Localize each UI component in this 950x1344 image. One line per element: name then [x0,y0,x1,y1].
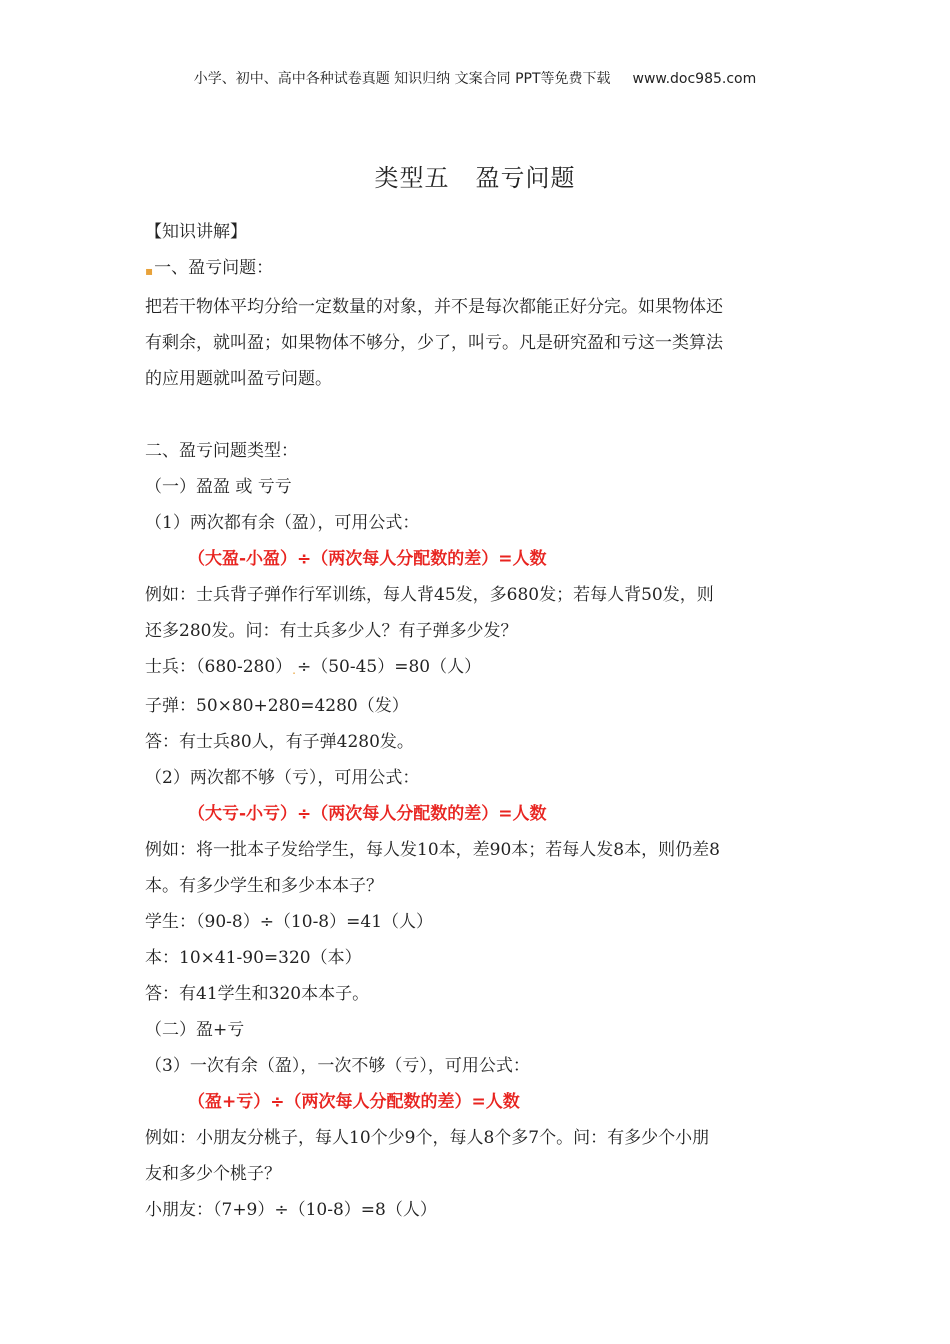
case2-example-line2: 本。有多少学生和多少本本子？ [145,876,383,896]
case1-label: （1）两次都有余（盈），可用公式： [145,513,420,533]
case2-formula: （大亏-小亏）÷（两次每人分配数的差）=人数 [188,804,547,824]
case2-label: （2）两次都不够（亏），可用公式： [145,768,420,788]
case1-example-line2: 还多280发。问：有士兵多少人？有子弹多少发？ [145,621,518,641]
bullet-dot-icon: ▪ [145,264,154,278]
case1-formula: （大盈-小盈）÷（两次每人分配数的差）=人数 [188,549,547,569]
title-part2: 盈亏问题 [475,164,576,192]
case2-answer: 答：有41学生和320本本子。 [145,984,370,1004]
subsection2-heading: （二）盈+亏 [145,1020,245,1040]
header-text: 小学、初中、高中各种试卷真题 知识归纳 文案合同 PPT等免费下载 [193,71,611,87]
case1-calc1: 士兵：（680-280）.÷（50-45）=80（人） [145,657,482,677]
section-label: 【知识讲解】 [145,222,247,242]
bullet-dot-icon: . [292,663,296,677]
case3-formula: （盈+亏）÷（两次每人分配数的差）=人数 [188,1092,520,1112]
case2-calc2: 本：10×41-90=320（本） [145,948,362,968]
section1-para-line3: 的应用题就叫盈亏问题。 [145,369,332,389]
case1-example-line1: 例如：士兵背子弹作行军训练，每人背45发，多680发；若每人背50发，则 [145,585,714,605]
case2-example-line1: 例如：将一批本子发给学生，每人发10本，差90本；若每人发8本，则仍差8 [145,840,720,860]
document-body [145,214,807,1228]
section1-para-line2: 有剩余，就叫盈；如果物体不够分，少了，叫亏。凡是研究盈和亏这一类算法 [145,333,723,353]
section2-heading: 二、盈亏问题类型： [145,441,298,461]
header-site-link[interactable]: www.doc985.com [632,71,757,87]
subsection1-heading: （一）盈盈 或 亏亏 [145,477,292,497]
case3-example-line2: 友和多少个桃子？ [145,1164,281,1184]
section1-para-line1: 把若干物体平均分给一定数量的对象，并不是每次都能正好分完。如果物体还 [145,297,723,317]
case1-calc2: 子弹：50×80+280=4280（发） [145,696,409,716]
case1-answer: 答：有士兵80人，有子弹4280发。 [145,732,414,752]
section1-heading: ▪一、盈亏问题： [145,258,274,278]
title-part1: 类型五 [374,164,450,192]
case3-label: （3）一次有余（盈），一次不够（亏），可用公式： [145,1056,530,1076]
case3-example-line1: 例如：小朋友分桃子，每人10个少9个，每人8个多7个。问：有多少个小朋 [145,1128,710,1148]
case2-calc1: 学生：（90-8）÷（10-8）=41（人） [145,912,434,932]
case3-calc1: 小朋友：（7+9）÷（10-8）=8（人） [145,1200,437,1220]
page-header [0,68,950,88]
page-title [0,158,950,193]
